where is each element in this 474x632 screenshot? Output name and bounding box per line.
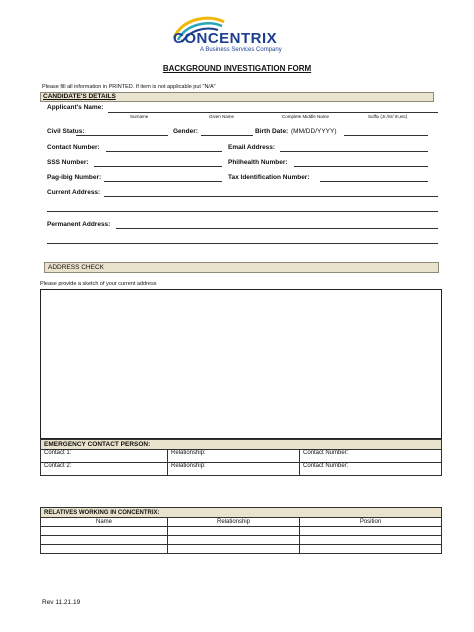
contact-number-label: Contact Number:	[47, 144, 100, 151]
table-row	[41, 545, 442, 554]
philhealth-field[interactable]	[294, 166, 428, 167]
current-address-label: Current Address:	[47, 189, 101, 196]
emergency-contact-table	[40, 439, 442, 476]
table-row	[41, 463, 442, 476]
company-tagline: A Business Services Company	[200, 47, 282, 53]
contact-number-field[interactable]	[106, 151, 222, 152]
email-field[interactable]	[280, 151, 428, 152]
relatives-header: RELATIVES WORKING IN CONCENTRIX:	[41, 508, 442, 518]
current-address-field-line2[interactable]	[47, 211, 438, 212]
suffix-caption: Suffix (Jr./Sr/ III,etc)	[368, 114, 408, 119]
surname-caption: Surname	[130, 114, 149, 119]
emergency-contact-header: EMERGENCY CONTACT PERSON:	[41, 440, 442, 450]
birth-date-field[interactable]	[344, 135, 428, 136]
tin-label: Tax Identification Number:	[228, 174, 310, 181]
birth-date-label: Birth Date:	[255, 128, 289, 135]
permanent-address-field[interactable]	[116, 228, 438, 229]
contact-2-number-cell[interactable]: Contact Number:	[300, 463, 442, 476]
column-header-position: Position	[300, 518, 442, 527]
form-instructions: Please fill all information in PRINTED. If item is not applicable put "N/A"	[42, 84, 216, 90]
sss-number-field[interactable]	[94, 166, 222, 167]
tin-field[interactable]	[320, 181, 428, 182]
gender-label: Gender:	[173, 128, 198, 135]
permanent-address-label: Permanent Address:	[47, 221, 111, 228]
civil-status-field[interactable]	[76, 135, 168, 136]
gender-field[interactable]	[201, 135, 253, 136]
contact-2-cell[interactable]: Contact 2:	[41, 463, 168, 476]
company-logo-text: CONCENTRIX	[173, 30, 278, 47]
pagibig-label: Pag-ibig Number:	[47, 174, 102, 181]
philhealth-label: Philhealth Number:	[228, 159, 288, 166]
column-header-relationship: Relationship	[168, 518, 300, 527]
relatives-column-headers	[41, 518, 442, 527]
contact-1-relationship-cell[interactable]: Relationship:	[168, 450, 300, 463]
birth-date-format-hint: (MM/DD/YYYY)	[291, 128, 337, 135]
middle-name-caption: Complete Middle Name	[282, 114, 330, 119]
current-address-field[interactable]	[104, 196, 438, 197]
revision-label: Rev 11.21.19	[42, 599, 81, 606]
sss-number-label: SSS Number:	[47, 159, 89, 166]
permanent-address-field-line2[interactable]	[47, 243, 438, 244]
table-row	[41, 536, 442, 545]
civil-status-label: Civil Status:	[47, 128, 85, 135]
pagibig-field[interactable]	[104, 181, 222, 182]
address-check-section-header: ADDRESS CHECK	[44, 262, 439, 273]
sketch-prompt: Please provide a sketch of your current address	[40, 281, 157, 287]
contact-2-relationship-cell[interactable]: Relationship:	[168, 463, 300, 476]
table-row	[41, 527, 442, 536]
email-label: Email Address:	[228, 144, 276, 151]
contact-1-number-cell[interactable]: Contact Number:	[300, 450, 442, 463]
candidate-section-header: CANDIDATE'S DETAILS	[40, 92, 434, 102]
applicant-name-label: Applicant's Name:	[47, 104, 104, 111]
relatives-table	[40, 507, 442, 554]
column-header-name: Name	[41, 518, 168, 527]
table-row	[41, 450, 442, 463]
address-sketch-area[interactable]	[40, 289, 442, 439]
applicant-name-field[interactable]	[108, 112, 438, 113]
contact-1-cell[interactable]: Contact 1:	[41, 450, 168, 463]
form-title: BACKGROUND INVESTIGATION FORM	[162, 64, 312, 73]
given-name-caption: Given Name	[209, 114, 235, 119]
